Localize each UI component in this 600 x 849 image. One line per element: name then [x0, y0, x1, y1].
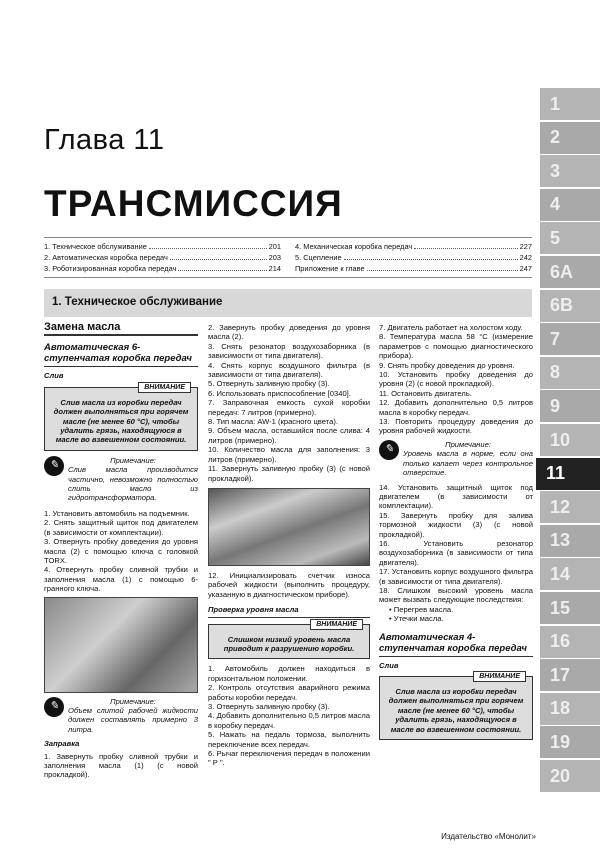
- warning-text: Слив масла из коробки передач должен выполняться при горячем масле (не менее 60 °С), чтобы удалить грязь, находящуюся в масле во взвешенном состоянии.: [388, 687, 524, 734]
- note-icon: ✎: [379, 440, 399, 460]
- step: 4. Снять корпус воздушного фильтра (в зависимости от типа двигателя).: [208, 360, 370, 380]
- toc-page: 227: [519, 242, 532, 251]
- page-title: ТРАНСМИССИЯ: [44, 183, 343, 224]
- note-text: Слив масла производится частично, невозможно полностью слить масло из гидротрансформатора.: [68, 465, 198, 503]
- heading-drain: Слив: [44, 371, 64, 381]
- note-box: [44, 697, 198, 735]
- step: 18. Слишком высокий уровень масла может вызвать следующие последствия:: [379, 585, 533, 605]
- warning-text: Слишком низкий уровень масла приводит к разрушению коробки.: [223, 634, 355, 653]
- toc-left-column: [44, 241, 281, 274]
- publisher-footer: Издательство «Монолит»: [441, 832, 536, 841]
- chapter-tab-8[interactable]: 8: [540, 357, 600, 390]
- step: 4. Отвернуть пробку сливной трубки и заполнения масла (1) с помощью 6-гранного ключа.: [44, 565, 198, 594]
- step: 12. Добавить дополнительно 0,5 литров масла в коробку передач.: [379, 398, 533, 417]
- note-icon: ✎: [44, 697, 64, 717]
- toc-label: 1. Техническое обслуживание: [44, 242, 147, 251]
- section-heading: 1. Техническое обслуживание: [44, 289, 532, 317]
- step: 2. Контроль отсутствия аварийного режима работы коробки передач.: [208, 683, 370, 702]
- bullet: • Утечки масла.: [389, 614, 444, 624]
- chapter-tab-9[interactable]: 9: [540, 390, 600, 423]
- step: 5. Отвернуть заливную пробку (3).: [208, 379, 330, 389]
- step: 17. Установить корпус воздушного фильтра (в зависимости от типа двигателя).: [379, 567, 533, 586]
- column-2: [208, 323, 370, 768]
- chapter-tab-19[interactable]: 19: [540, 726, 600, 759]
- note-box: [44, 456, 198, 503]
- step: 3. Отвернуть заливную пробку (3).: [208, 701, 330, 711]
- chapter-tab-16[interactable]: 16: [540, 626, 600, 659]
- bullet: • Перегрев масла.: [389, 604, 454, 614]
- step: 11. Остановить двигатель.: [379, 388, 472, 398]
- note-title: Примечание:: [110, 696, 156, 706]
- chapter-tab-18[interactable]: 18: [540, 693, 600, 726]
- toc-label: 2. Автоматическая коробка передач: [44, 253, 168, 262]
- toc-leader: [344, 252, 518, 260]
- chapter-tab-1[interactable]: 1: [540, 88, 600, 121]
- note-box: [379, 440, 533, 478]
- step: 1. Автомобиль должен находиться в горизонтальном положении.: [208, 664, 370, 683]
- step: 7. Двигатель работает на холостом ходу.: [379, 323, 523, 332]
- toc-entry[interactable]: [295, 252, 532, 263]
- chapter-tab-20[interactable]: 20: [540, 760, 600, 793]
- note-icon: ✎: [44, 456, 64, 476]
- chapter-tab-6b[interactable]: 6B: [540, 290, 600, 323]
- step: 12. Инициализировать счетчик износа рабочей жидкости (выполнить процедуру, указанную в диагностическом приборе).: [208, 570, 370, 599]
- step: 8. Температура масла 58 °С (измерение параметров с помощью диагностического прибора).: [379, 332, 533, 361]
- step: 1. Завернуть пробку сливной трубки и заполнения масла (1) (с новой прокладкой).: [44, 751, 198, 780]
- toc-page: 203: [268, 253, 281, 262]
- step: 9. Снять пробку доведения до уровня.: [379, 360, 515, 370]
- warning-tag: ВНИМАНИЕ: [473, 671, 526, 682]
- toc-entry[interactable]: [295, 241, 532, 252]
- engine-bay-photo: [208, 488, 370, 566]
- note-title: Примечание:: [110, 455, 156, 465]
- toc-page: 242: [519, 253, 532, 262]
- chapter-label: Глава 11: [44, 124, 165, 156]
- step: 1. Установить автомобиль на подъемник.: [44, 508, 190, 518]
- heading-4-speed: Автоматическая 4-ступенчатая коробка передач: [379, 632, 533, 657]
- step: 11. Завернуть заливную пробку (3) (с новой прокладкой).: [208, 464, 370, 483]
- heading-drain: Слив: [379, 660, 399, 670]
- warning-text: Слив масла из коробки передач должен выполняться при горячем масле (не менее 60 °С), чтобы удалить грязь, находящуюся в масле во взвешенном состоянии.: [53, 397, 189, 445]
- step: 4. Добавить дополнительно 0,5 литров масла в коробку передач.: [208, 711, 370, 730]
- step: 2. Завернуть пробку доведения до уровня масла (2).: [208, 323, 370, 342]
- gearbox-photo: [44, 597, 198, 693]
- toc-label: Приложение к главе: [295, 264, 365, 273]
- column-3: [379, 323, 533, 745]
- toc-page: 247: [519, 264, 532, 273]
- column-1: [44, 323, 198, 780]
- heading-6-speed: Автоматическая 6-ступенчатая коробка передач: [44, 342, 198, 367]
- note-text: Объем слитой рабочей жидкости должен составлять примерно 3 литра.: [68, 705, 198, 734]
- step: 14. Установить защитный щиток под двигателем (в зависимости от комплектации).: [379, 482, 533, 511]
- step: 6. Рычаг переключения передач в положении " Р ".: [208, 749, 370, 768]
- step: 10. Установить пробку доведения до уровня (2) (с новой прокладкой).: [379, 370, 533, 389]
- chapter-tab-17[interactable]: 17: [540, 659, 600, 692]
- chapter-tab-5[interactable]: 5: [540, 222, 600, 255]
- chapter-tab-13[interactable]: 13: [540, 525, 600, 558]
- step: 8. Тип масла: AW-1 (красного цвета).: [208, 417, 338, 427]
- warning-box: [379, 673, 533, 740]
- note-title: Примечание:: [445, 439, 491, 449]
- step: 15. Завернуть пробку для залива тормозной жидкости (3) (с новой прокладкой).: [379, 510, 533, 539]
- step: 7. Заправочная емкость сухой коробки передач: 7 литров (примерно).: [208, 398, 370, 417]
- toc-leader: [367, 263, 518, 271]
- toc-leader: [149, 241, 267, 249]
- step: 3. Отвернуть пробку доведения до уровня масла (2) с помощью ключа с головкой TORX.: [44, 537, 198, 565]
- chapter-tab-7[interactable]: 7: [540, 323, 600, 356]
- chapter-tab-14[interactable]: 14: [540, 558, 600, 591]
- toc-label: 4. Механическая коробка передач: [295, 242, 413, 251]
- toc-leader: [178, 263, 266, 271]
- warning-box: [208, 620, 370, 660]
- heading-level-check: Проверка уровня масла: [208, 605, 370, 617]
- step: 16. Установить резонатор воздухозаборника (в зависимости от типа двигателя).: [379, 538, 533, 567]
- chapter-tab-6a[interactable]: 6A: [540, 256, 600, 289]
- step: 10. Количество масла для заполнения: 3 литров (примерно).: [208, 445, 370, 464]
- warning-tag: ВНИМАНИЕ: [138, 382, 191, 393]
- chapter-tab-12[interactable]: 12: [540, 491, 600, 524]
- chapter-tab-3[interactable]: 3: [540, 155, 600, 188]
- toc-entry[interactable]: [44, 252, 281, 263]
- heading-refill: Заправка: [44, 739, 80, 749]
- chapter-tab-15[interactable]: 15: [540, 592, 600, 625]
- toc-leader: [414, 241, 517, 249]
- heading-oil-change: Замена масла: [44, 323, 198, 336]
- step: 2. Снять защитный щиток под двигателем (в зависимости от комплектации).: [44, 518, 198, 537]
- toc-entry[interactable]: [44, 263, 281, 274]
- step: 5. Нажать на педаль тормоза, выполнить переключение всех передач.: [208, 730, 370, 749]
- step: 6. Использовать приспособление [0340].: [208, 388, 351, 398]
- step: 3. Снять резонатор воздухозаборника (в зависимости от типа двигателя).: [208, 341, 370, 361]
- step: 13. Повторить процедуру доведения до уровня рабочей жидкости.: [379, 417, 533, 436]
- table-of-contents: [44, 237, 532, 278]
- chapter-tab-2[interactable]: 2: [540, 122, 600, 155]
- warning-box: [44, 383, 198, 451]
- toc-page: 201: [268, 242, 281, 251]
- warning-tag: ВНИМАНИЕ: [310, 619, 363, 630]
- toc-leader: [170, 252, 267, 260]
- toc-label: 3. Роботизированная коробка передач: [44, 264, 177, 273]
- step: 9. Объем масла, оставшийся после слива: 4 литров (примерно).: [208, 426, 370, 445]
- chapter-tab-10[interactable]: 10: [540, 424, 600, 457]
- toc-page: 214: [268, 264, 281, 273]
- chapter-tab-11[interactable]: 11: [536, 458, 600, 491]
- toc-entry[interactable]: [44, 241, 281, 252]
- toc-label: 5. Сцепление: [295, 253, 342, 262]
- toc-entry[interactable]: [295, 263, 532, 274]
- toc-right-column: [295, 241, 532, 274]
- note-text: Уровень масла в норме, если она только капает через контрольное отверстие.: [403, 449, 533, 478]
- chapter-tab-4[interactable]: 4: [540, 189, 600, 222]
